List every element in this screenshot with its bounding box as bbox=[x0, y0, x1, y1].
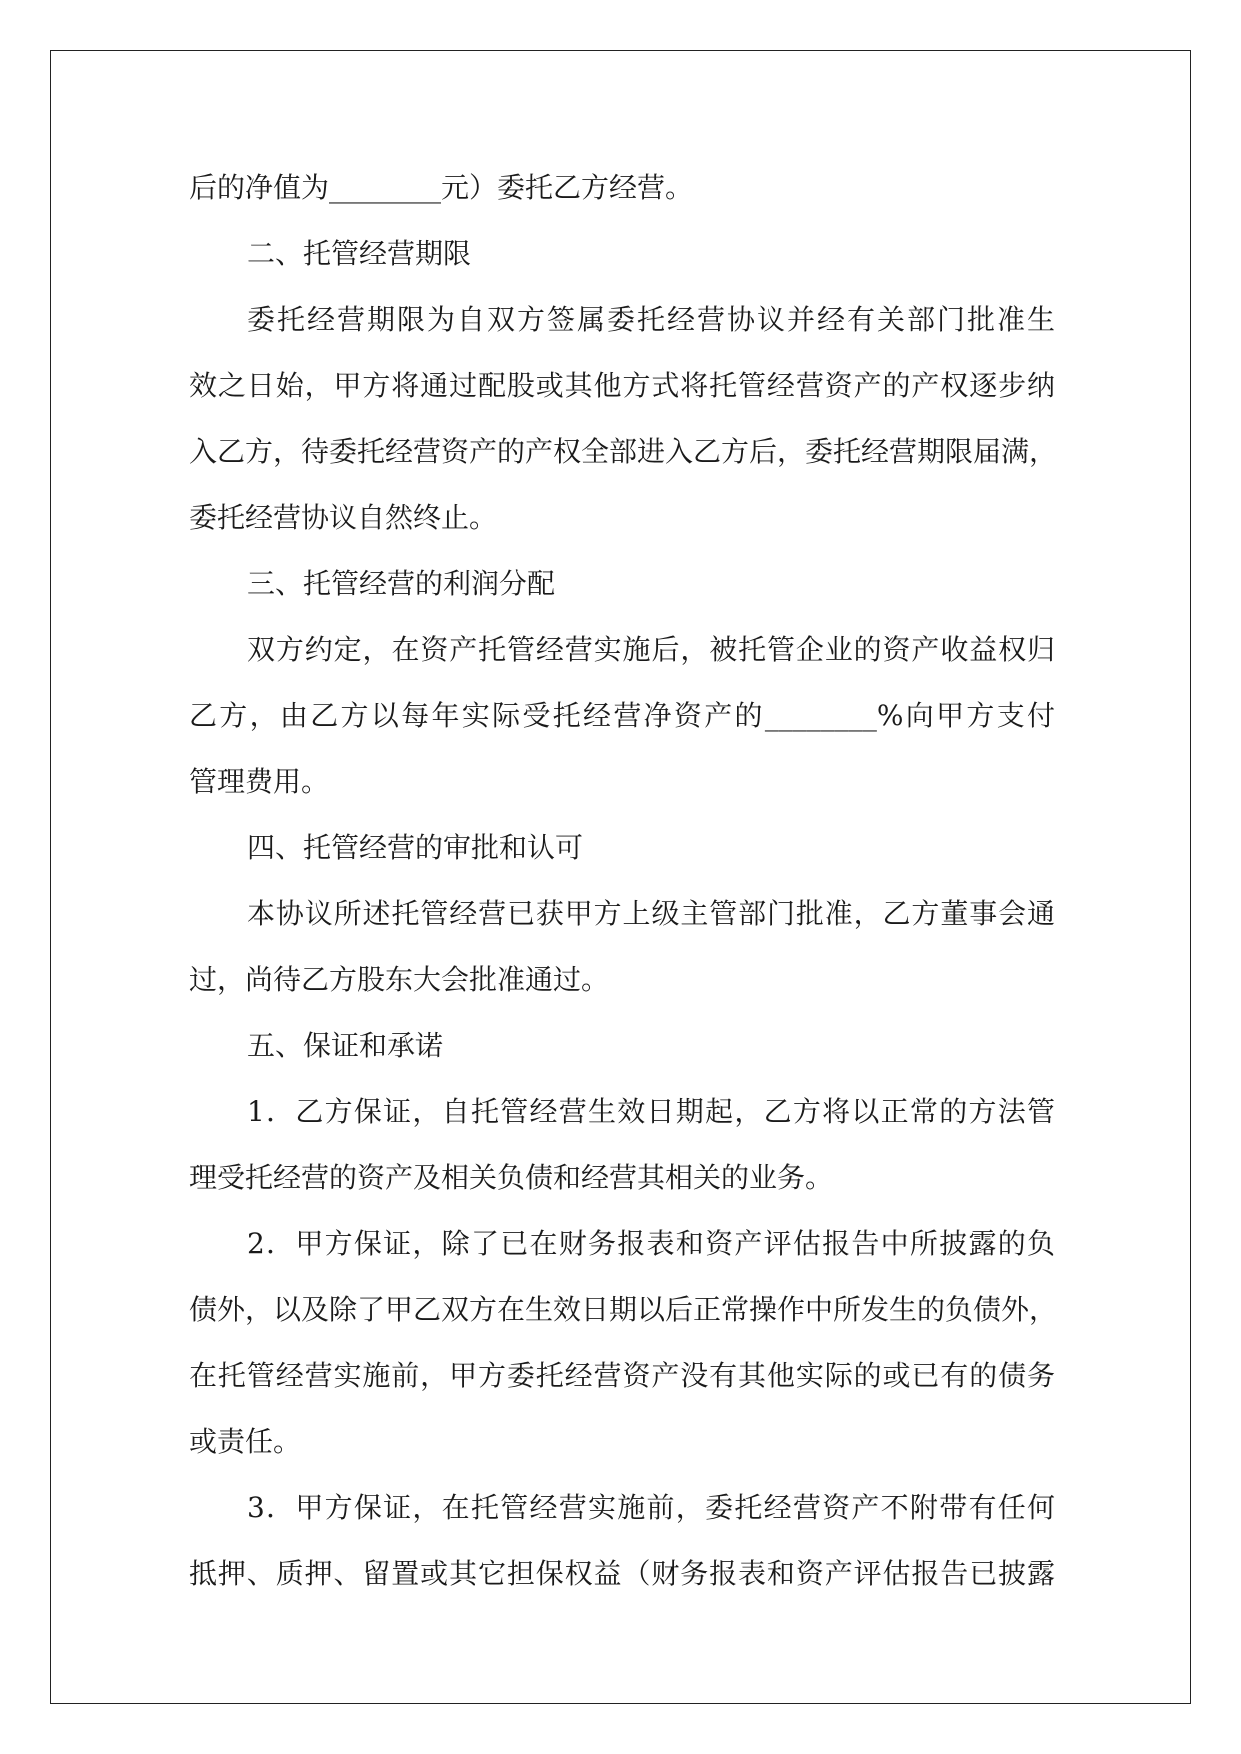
paragraph-line: 或责任。 bbox=[189, 1425, 302, 1458]
paragraph-line: 1．乙方保证，自托管经营生效日期起，乙方将以正常的方法管 bbox=[247, 1095, 1055, 1128]
paragraph-line: 委托经营协议自然终止。 bbox=[189, 501, 498, 534]
paragraph-line: 乙方，由乙方以每年实际受托经营净资产的________%向甲方支付 bbox=[189, 699, 1055, 732]
section-heading: 五、保证和承诺 bbox=[247, 1029, 444, 1062]
document-body bbox=[189, 155, 1058, 1607]
paragraph-line: 债外，以及除了甲乙双方在生效日期以后正常操作中所发生的负债外， bbox=[189, 1293, 1058, 1326]
paragraph-line: 理受托经营的资产及相关负债和经营其相关的业务。 bbox=[189, 1161, 834, 1194]
paragraph-line: 入乙方，待委托经营资产的产权全部进入乙方后，委托经营期限届满， bbox=[189, 435, 1058, 468]
paragraph-line: 在托管经营实施前，甲方委托经营资产没有其他实际的或已有的债务 bbox=[189, 1359, 1055, 1392]
paragraph-line: 3．甲方保证，在托管经营实施前，委托经营资产不附带有任何 bbox=[247, 1491, 1055, 1524]
paragraph-line: 过，尚待乙方股东大会批准通过。 bbox=[189, 963, 610, 996]
section-heading: 二、托管经营期限 bbox=[247, 237, 472, 270]
section-heading: 三、托管经营的利润分配 bbox=[247, 567, 556, 600]
paragraph-line: 双方约定，在资产托管经营实施后，被托管企业的资产收益权归 bbox=[247, 633, 1055, 666]
paragraph-line: 本协议所述托管经营已获甲方上级主管部门批准，乙方董事会通 bbox=[247, 897, 1055, 930]
paragraph-line: 后的净值为________元）委托乙方经营。 bbox=[189, 171, 694, 204]
paragraph-line: 2．甲方保证，除了已在财务报表和资产评估报告中所披露的负 bbox=[247, 1227, 1055, 1260]
paragraph-line: 管理费用。 bbox=[189, 765, 330, 798]
section-heading: 四、托管经营的审批和认可 bbox=[247, 831, 584, 864]
paragraph-line: 效之日始，甲方将通过配股或其他方式将托管经营资产的产权逐步纳 bbox=[189, 369, 1055, 402]
paragraph-line: 委托经营期限为自双方签属委托经营协议并经有关部门批准生 bbox=[247, 303, 1055, 336]
paragraph-line: 抵押、质押、留置或其它担保权益（财务报表和资产评估报告已披露 bbox=[189, 1557, 1055, 1590]
